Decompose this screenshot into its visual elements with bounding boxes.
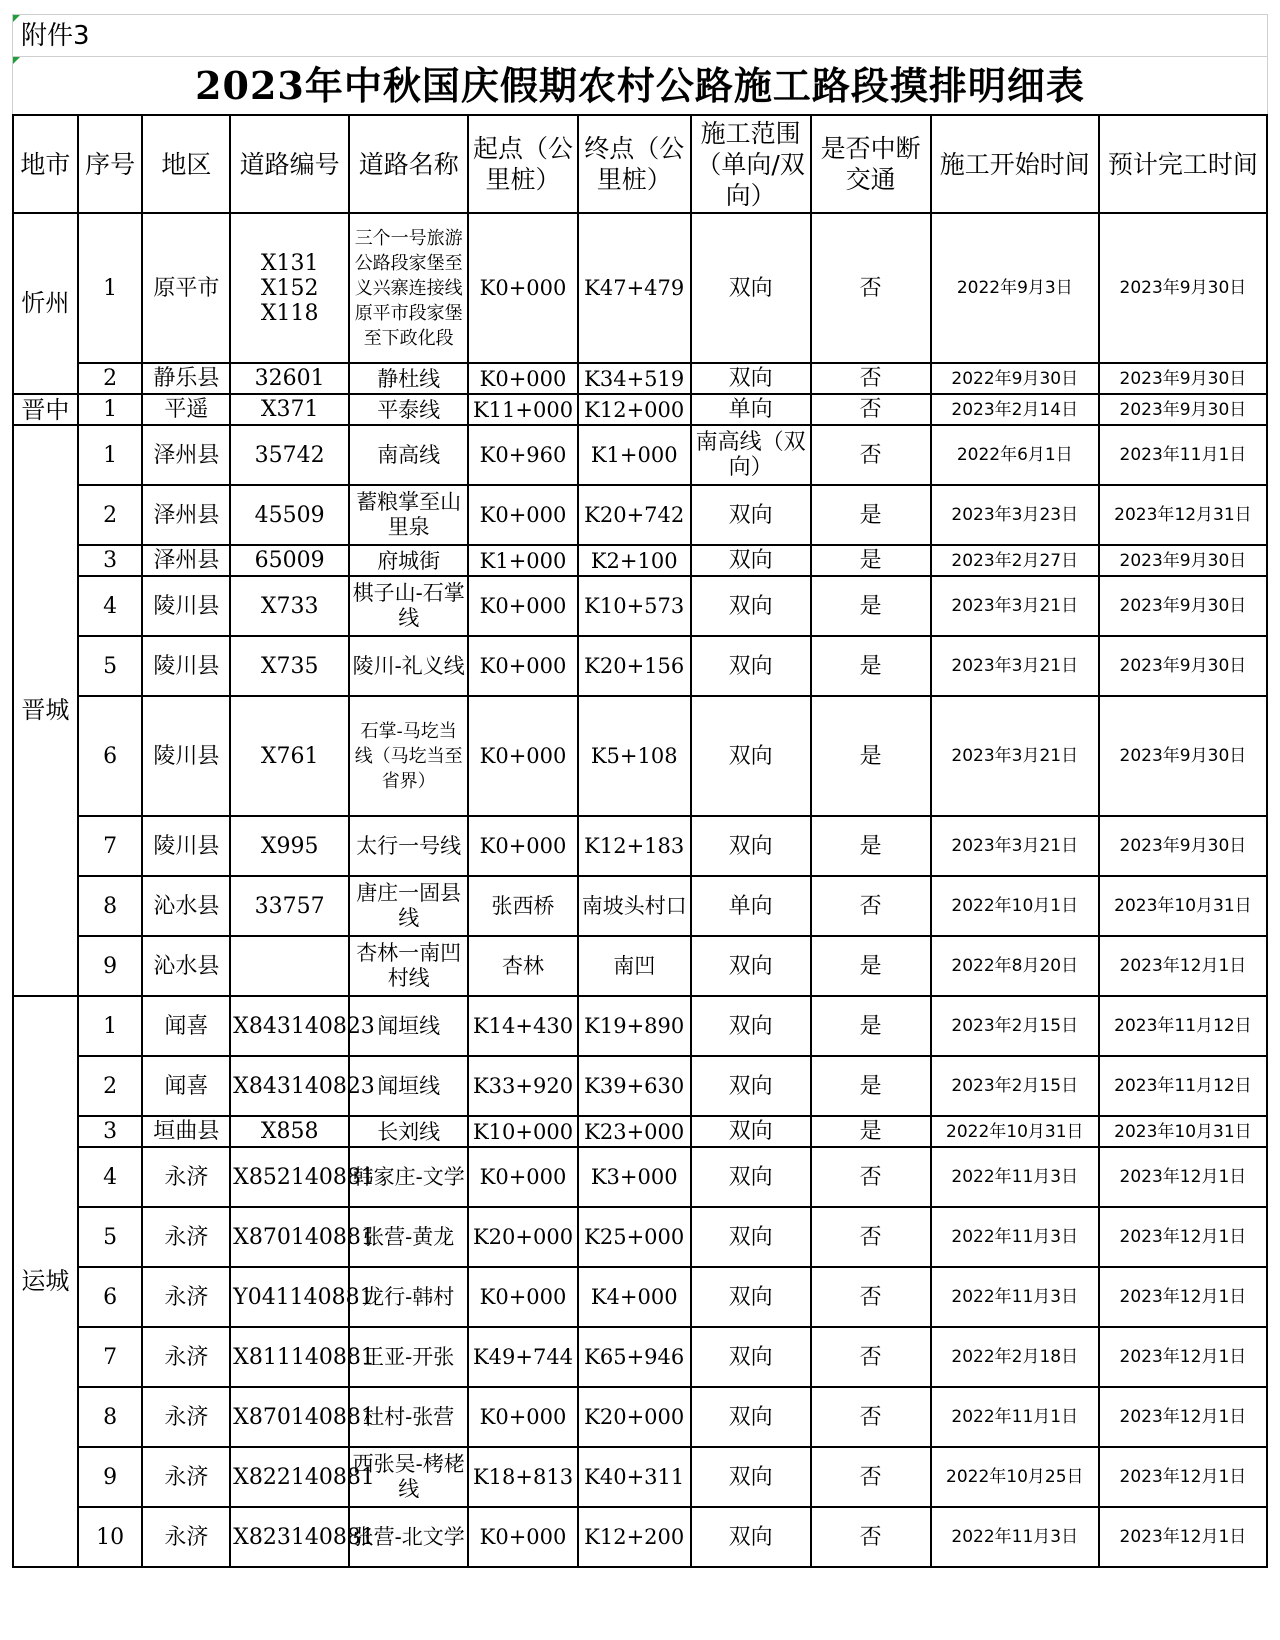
cell-end: K47+479 [578, 213, 691, 363]
cell-seq: 3 [78, 1116, 143, 1147]
cell-end: K25+000 [578, 1207, 691, 1267]
header-start-date: 施工开始时间 [931, 115, 1099, 213]
cell-road-code: X870140881 [230, 1387, 349, 1447]
cell-scope: 双向 [691, 1056, 811, 1116]
cell-road-code: X733 [230, 576, 349, 636]
header-road-name: 道路名称 [349, 115, 468, 213]
cell-district: 沁水县 [142, 936, 230, 996]
cell-end-date: 2023年12月1日 [1099, 1387, 1267, 1447]
cell-scope: 双向 [691, 576, 811, 636]
cell-end-date: 2023年12月1日 [1099, 1267, 1267, 1327]
cell-end-date: 2023年11月1日 [1099, 425, 1267, 485]
cell-interrupt: 是 [811, 1116, 931, 1147]
cell-interrupt: 否 [811, 1447, 931, 1507]
table-row [13, 876, 1267, 936]
cell-start-date: 2022年9月3日 [931, 213, 1099, 363]
cell-road-name: 闻垣线 [349, 1056, 468, 1116]
cell-start-date: 2023年3月21日 [931, 816, 1099, 876]
cell-start-date: 2022年10月1日 [931, 876, 1099, 936]
table-row [13, 576, 1267, 636]
table-row [13, 636, 1267, 696]
cell-interrupt: 否 [811, 1267, 931, 1327]
cell-road-name: 静杜线 [349, 363, 468, 394]
cell-road-name: 府城街 [349, 545, 468, 576]
cell-road-code: 32601 [230, 363, 349, 394]
cell-seq: 1 [78, 996, 143, 1056]
cell-city: 运城 [13, 996, 78, 1567]
cell-district: 静乐县 [142, 363, 230, 394]
cell-seq: 10 [78, 1507, 143, 1567]
cell-district: 陵川县 [142, 696, 230, 816]
cell-road-code: X761 [230, 696, 349, 816]
cell-road-code: X371 [230, 394, 349, 425]
table-body [13, 213, 1267, 1567]
cell-district: 永济 [142, 1147, 230, 1207]
header-seq: 序号 [78, 115, 143, 213]
cell-road-code: Y041140881 [230, 1267, 349, 1327]
cell-end-date: 2023年12月1日 [1099, 1147, 1267, 1207]
cell-road-code: X843140823 [230, 1056, 349, 1116]
cell-seq: 5 [78, 1207, 143, 1267]
cell-district: 泽州县 [142, 545, 230, 576]
cell-road-code: 35742 [230, 425, 349, 485]
cell-interrupt: 否 [811, 1147, 931, 1207]
cell-road-name: 张营-北文学 [349, 1507, 468, 1567]
cell-seq: 4 [78, 1147, 143, 1207]
cell-end-date: 2023年12月1日 [1099, 1207, 1267, 1267]
cell-end: K40+311 [578, 1447, 691, 1507]
cell-seq: 6 [78, 1267, 143, 1327]
cell-end-date: 2023年10月31日 [1099, 1116, 1267, 1147]
cell-road-name: 蓄粮掌至山里泉 [349, 485, 468, 545]
cell-end-date: 2023年11月12日 [1099, 1056, 1267, 1116]
cell-road-code: 65009 [230, 545, 349, 576]
cell-district: 陵川县 [142, 816, 230, 876]
cell-road-code: X995 [230, 816, 349, 876]
cell-start-date: 2022年10月25日 [931, 1447, 1099, 1507]
page-title: 2023年中秋国庆假期农村公路施工路段摸排明细表 [195, 63, 1085, 108]
cell-interrupt: 否 [811, 213, 931, 363]
cell-end: K34+519 [578, 363, 691, 394]
cell-end: K12+000 [578, 394, 691, 425]
table-row [13, 363, 1267, 394]
cell-end: K12+183 [578, 816, 691, 876]
cell-interrupt: 否 [811, 876, 931, 936]
cell-end-date: 2023年12月1日 [1099, 1507, 1267, 1567]
cell-scope: 双向 [691, 1327, 811, 1387]
cell-road-code: X735 [230, 636, 349, 696]
cell-interrupt: 是 [811, 936, 931, 996]
table-row [13, 996, 1267, 1056]
table-row [13, 545, 1267, 576]
cell-scope: 双向 [691, 1116, 811, 1147]
cell-start: K11+000 [468, 394, 578, 425]
cell-road-code: 33757 [230, 876, 349, 936]
cell-end-date: 2023年11月12日 [1099, 996, 1267, 1056]
cell-road-code: X858 [230, 1116, 349, 1147]
cell-scope: 双向 [691, 485, 811, 545]
cell-seq: 2 [78, 1056, 143, 1116]
table-row [13, 1116, 1267, 1147]
cell-start: K0+000 [468, 363, 578, 394]
cell-end-date: 2023年9月30日 [1099, 363, 1267, 394]
cell-end: K19+890 [578, 996, 691, 1056]
cell-start-date: 2023年2月14日 [931, 394, 1099, 425]
cell-start-date: 2023年3月21日 [931, 576, 1099, 636]
cell-end-date: 2023年10月31日 [1099, 876, 1267, 936]
cell-end-date: 2023年9月30日 [1099, 576, 1267, 636]
cell-end-date: 2023年9月30日 [1099, 636, 1267, 696]
table-row [13, 696, 1267, 816]
cell-start: K0+000 [468, 485, 578, 545]
cell-district: 陵川县 [142, 636, 230, 696]
cell-road-name: 陵川-礼义线 [349, 636, 468, 696]
cell-interrupt: 否 [811, 1207, 931, 1267]
cell-seq: 7 [78, 1327, 143, 1387]
cell-start: K18+813 [468, 1447, 578, 1507]
cell-end: K5+108 [578, 696, 691, 816]
cell-scope: 双向 [691, 696, 811, 816]
cell-district: 永济 [142, 1207, 230, 1267]
table-row [13, 1147, 1267, 1207]
cell-start: K0+000 [468, 1147, 578, 1207]
cell-seq: 1 [78, 394, 143, 425]
table-row [13, 425, 1267, 485]
cell-seq: 4 [78, 576, 143, 636]
cell-road-code: X843140823 [230, 996, 349, 1056]
cell-seq: 9 [78, 1447, 143, 1507]
cell-interrupt: 是 [811, 1056, 931, 1116]
spreadsheet-sheet [12, 14, 1268, 1568]
cell-district: 陵川县 [142, 576, 230, 636]
cell-scope: 双向 [691, 213, 811, 363]
cell-end-date: 2023年9月30日 [1099, 696, 1267, 816]
cell-end: K3+000 [578, 1147, 691, 1207]
cell-seq: 9 [78, 936, 143, 996]
cell-district: 泽州县 [142, 425, 230, 485]
cell-start: K0+000 [468, 1387, 578, 1447]
cell-start: K0+000 [468, 696, 578, 816]
title-cell [12, 56, 1268, 114]
cell-start: 杏林 [468, 936, 578, 996]
cell-interrupt: 是 [811, 816, 931, 876]
cell-end-date: 2023年12月1日 [1099, 936, 1267, 996]
cell-end-date: 2023年12月1日 [1099, 1447, 1267, 1507]
cell-end: K10+573 [578, 576, 691, 636]
cell-start: K20+000 [468, 1207, 578, 1267]
cell-start-date: 2022年2月18日 [931, 1327, 1099, 1387]
cell-district: 永济 [142, 1327, 230, 1387]
cell-scope: 双向 [691, 1207, 811, 1267]
table-row [13, 394, 1267, 425]
cell-end: K2+100 [578, 545, 691, 576]
construction-table [12, 114, 1268, 1568]
table-row [13, 1267, 1267, 1327]
cell-end-date: 2023年9月30日 [1099, 213, 1267, 363]
cell-start: K0+000 [468, 576, 578, 636]
cell-start-date: 2023年2月15日 [931, 1056, 1099, 1116]
cell-interrupt: 否 [811, 363, 931, 394]
cell-start-date: 2022年9月30日 [931, 363, 1099, 394]
cell-seq: 2 [78, 485, 143, 545]
cell-start: K0+000 [468, 636, 578, 696]
cell-road-name: 石掌-马圪当线（马圪当至省界） [349, 696, 468, 816]
cell-district: 原平市 [142, 213, 230, 363]
cell-start-date: 2022年10月31日 [931, 1116, 1099, 1147]
cell-start-date: 2023年2月15日 [931, 996, 1099, 1056]
cell-scope: 南高线（双向） [691, 425, 811, 485]
cell-seq: 6 [78, 696, 143, 816]
cell-scope: 双向 [691, 1447, 811, 1507]
cell-comment-marker-icon [13, 57, 20, 64]
cell-end: K20+000 [578, 1387, 691, 1447]
cell-end: K20+742 [578, 485, 691, 545]
cell-interrupt: 是 [811, 545, 931, 576]
cell-district: 沁水县 [142, 876, 230, 936]
cell-city: 晋中 [13, 394, 78, 425]
cell-end: 南凹 [578, 936, 691, 996]
cell-road-name: 闻垣线 [349, 996, 468, 1056]
header-road-code: 道路编号 [230, 115, 349, 213]
cell-district: 永济 [142, 1267, 230, 1327]
cell-scope: 双向 [691, 1507, 811, 1567]
cell-seq: 5 [78, 636, 143, 696]
cell-start: K1+000 [468, 545, 578, 576]
cell-road-name: 平泰线 [349, 394, 468, 425]
cell-scope: 双向 [691, 1387, 811, 1447]
header-district: 地区 [142, 115, 230, 213]
header-row [13, 115, 1267, 213]
cell-end: K23+000 [578, 1116, 691, 1147]
cell-seq: 2 [78, 363, 143, 394]
cell-end: K20+156 [578, 636, 691, 696]
cell-start-date: 2023年3月21日 [931, 696, 1099, 816]
cell-district: 永济 [142, 1387, 230, 1447]
cell-start-date: 2023年2月27日 [931, 545, 1099, 576]
cell-seq: 3 [78, 545, 143, 576]
cell-road-name: 太行一号线 [349, 816, 468, 876]
table-row [13, 1056, 1267, 1116]
header-interrupt: 是否中断交通 [811, 115, 931, 213]
cell-start: K0+960 [468, 425, 578, 485]
cell-road-code: 45509 [230, 485, 349, 545]
cell-district: 泽州县 [142, 485, 230, 545]
cell-district: 平遥 [142, 394, 230, 425]
cell-start: K10+000 [468, 1116, 578, 1147]
cell-start-date: 2022年11月3日 [931, 1267, 1099, 1327]
cell-seq: 8 [78, 1387, 143, 1447]
cell-road-name: 韩家庄-文学 [349, 1147, 468, 1207]
cell-interrupt: 否 [811, 394, 931, 425]
cell-start: K33+920 [468, 1056, 578, 1116]
cell-end: K4+000 [578, 1267, 691, 1327]
cell-start-date: 2022年11月3日 [931, 1207, 1099, 1267]
cell-interrupt: 是 [811, 696, 931, 816]
table-row [13, 1447, 1267, 1507]
cell-road-code: X852140881 [230, 1147, 349, 1207]
cell-district: 闻喜 [142, 996, 230, 1056]
cell-start: K0+000 [468, 1267, 578, 1327]
cell-district: 闻喜 [142, 1056, 230, 1116]
table-row [13, 1387, 1267, 1447]
cell-end-date: 2023年12月31日 [1099, 485, 1267, 545]
cell-interrupt: 否 [811, 425, 931, 485]
cell-start-date: 2022年11月1日 [931, 1387, 1099, 1447]
cell-end: K12+200 [578, 1507, 691, 1567]
cell-road-name: 杜村-张营 [349, 1387, 468, 1447]
cell-start-date: 2023年3月21日 [931, 636, 1099, 696]
cell-district: 垣曲县 [142, 1116, 230, 1147]
cell-scope: 双向 [691, 996, 811, 1056]
cell-seq: 8 [78, 876, 143, 936]
cell-city: 忻州 [13, 213, 78, 394]
cell-start: K49+744 [468, 1327, 578, 1387]
cell-start-date: 2022年8月20日 [931, 936, 1099, 996]
cell-road-name: 张营-黄龙 [349, 1207, 468, 1267]
cell-road-name: 西张吴-栲栳线 [349, 1447, 468, 1507]
attachment-label-cell [12, 14, 1268, 56]
cell-end: K65+946 [578, 1327, 691, 1387]
cell-road-name: 杏林一南凹村线 [349, 936, 468, 996]
cell-start: K0+000 [468, 1507, 578, 1567]
cell-road-name: 三个一号旅游公路段家堡至义兴寨连接线原平市段家堡至下政化段 [349, 213, 468, 363]
cell-road-name: 长刘线 [349, 1116, 468, 1147]
header-scope: 施工范围（单向/双向） [691, 115, 811, 213]
cell-road-name: 王亚-开张 [349, 1327, 468, 1387]
cell-scope: 单向 [691, 394, 811, 425]
table-row [13, 1327, 1267, 1387]
cell-end-date: 2023年12月1日 [1099, 1327, 1267, 1387]
cell-interrupt: 否 [811, 1327, 931, 1387]
cell-scope: 双向 [691, 545, 811, 576]
cell-city: 晋城 [13, 425, 78, 996]
cell-interrupt: 否 [811, 1387, 931, 1447]
cell-road-name: 唐庄一固县线 [349, 876, 468, 936]
cell-end-date: 2023年9月30日 [1099, 816, 1267, 876]
header-city: 地市 [13, 115, 78, 213]
cell-road-code: X823140881 [230, 1507, 349, 1567]
cell-scope: 双向 [691, 363, 811, 394]
attachment-label: 附件3 [21, 21, 90, 51]
cell-end: 南坡头村口 [578, 876, 691, 936]
cell-seq: 1 [78, 213, 143, 363]
cell-start-date: 2022年11月3日 [931, 1147, 1099, 1207]
cell-start-date: 2022年6月1日 [931, 425, 1099, 485]
cell-road-code: X811140881 [230, 1327, 349, 1387]
cell-end-date: 2023年9月30日 [1099, 545, 1267, 576]
cell-start: 张西桥 [468, 876, 578, 936]
header-end-date: 预计完工时间 [1099, 115, 1267, 213]
table-row [13, 1507, 1267, 1567]
cell-scope: 单向 [691, 876, 811, 936]
cell-interrupt: 是 [811, 485, 931, 545]
header-end: 终点（公里桩） [578, 115, 691, 213]
table-row [13, 485, 1267, 545]
cell-road-code: X870140881 [230, 1207, 349, 1267]
cell-seq: 7 [78, 816, 143, 876]
cell-scope: 双向 [691, 636, 811, 696]
cell-seq: 1 [78, 425, 143, 485]
header-start: 起点（公里桩） [468, 115, 578, 213]
cell-start-date: 2022年11月3日 [931, 1507, 1099, 1567]
cell-interrupt: 是 [811, 576, 931, 636]
cell-start: K0+000 [468, 213, 578, 363]
cell-district: 永济 [142, 1447, 230, 1507]
cell-road-name: 南高线 [349, 425, 468, 485]
cell-road-name: 棋子山-石掌线 [349, 576, 468, 636]
cell-road-code [230, 936, 349, 996]
cell-interrupt: 否 [811, 1507, 931, 1567]
cell-end-date: 2023年9月30日 [1099, 394, 1267, 425]
cell-scope: 双向 [691, 1267, 811, 1327]
cell-road-name: 龙行-韩村 [349, 1267, 468, 1327]
cell-start: K0+000 [468, 816, 578, 876]
cell-interrupt: 是 [811, 636, 931, 696]
cell-end: K1+000 [578, 425, 691, 485]
table-row [13, 936, 1267, 996]
cell-road-code: X822140881 [230, 1447, 349, 1507]
cell-start-date: 2023年3月23日 [931, 485, 1099, 545]
table-row [13, 816, 1267, 876]
cell-end: K39+630 [578, 1056, 691, 1116]
cell-comment-marker-icon [13, 15, 20, 22]
cell-district: 永济 [142, 1507, 230, 1567]
table-row [13, 1207, 1267, 1267]
cell-scope: 双向 [691, 816, 811, 876]
cell-scope: 双向 [691, 936, 811, 996]
table-row [13, 213, 1267, 363]
cell-start: K14+430 [468, 996, 578, 1056]
cell-scope: 双向 [691, 1147, 811, 1207]
cell-road-code: X131 X152 X118 [230, 213, 349, 363]
cell-interrupt: 是 [811, 996, 931, 1056]
